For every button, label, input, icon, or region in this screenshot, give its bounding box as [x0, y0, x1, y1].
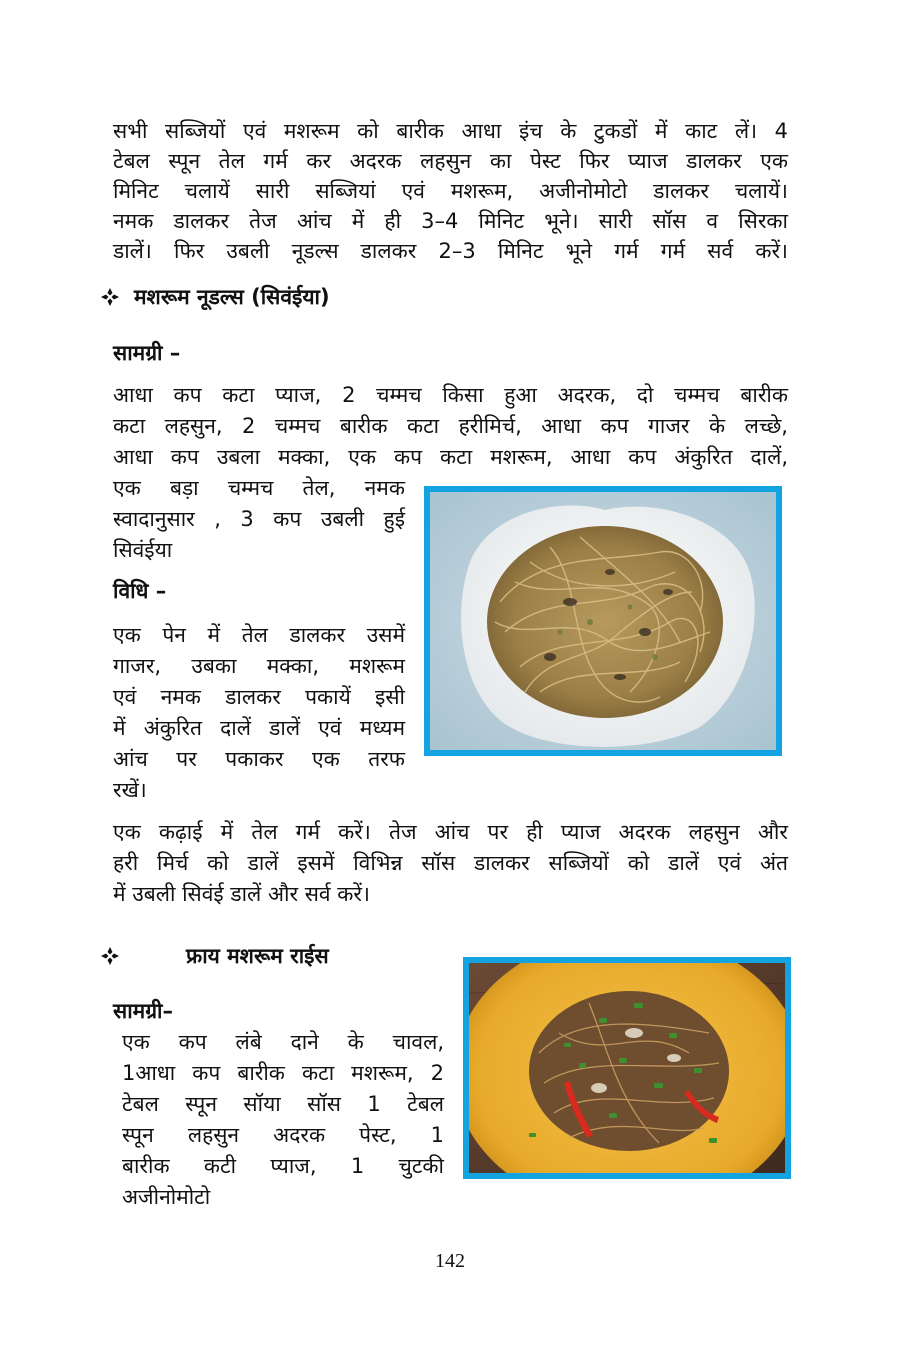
ingredient-line: अजीनोमोटो: [122, 1185, 211, 1209]
recipe-title: फ्राय मशरूम राईस: [186, 944, 329, 968]
method-line: एक पेन में तेल डालकर उसमें: [113, 623, 405, 647]
ingredient-line: 1आधा कप बारीक कटा मशरूम, 2: [122, 1061, 444, 1085]
ingredients-heading: सामग्री –: [113, 341, 181, 365]
method-line: हरी मिर्च को डालें इसमें विभिन्न सॉस डालकर सब्जियों को डालें एवं अंत: [113, 851, 788, 875]
fried-rice-photo: [463, 957, 791, 1179]
intro-line: टेबल स्पून तेल गर्म कर अदरक लहसुन का पेस्ट फिर प्याज डालकर एक: [113, 149, 788, 173]
method-line: में अंकुरित दालें डालें एवं मध्यम: [113, 716, 405, 740]
yellow-plate-noodles-image: [469, 963, 785, 1173]
recipe-title: मशरूम नूडल्स (सिवंईया): [134, 285, 330, 309]
method-line: आंच पर पकाकर एक तरफ: [113, 747, 405, 771]
ingredients-heading: सामग्री–: [113, 999, 173, 1023]
intro-line: नमक डालकर तेज आंच में ही 3–4 मिनिट भूने। सारी सॉस व सिरका: [113, 209, 788, 233]
intro-line: सभी सब्जियों एवं मशरूम को बारीक आधा इंच के टुकडों में काट लें। 4: [113, 119, 788, 143]
ingredient-line: आधा कप कटा प्याज, 2 चम्मच किसा हुआ अदरक, दो चम्मच बारीक: [113, 383, 788, 407]
ingredient-line: सिवंईया: [113, 538, 173, 562]
method-line: एक कढ़ाई में तेल गर्म करें। तेज आंच पर ही प्याज अदरक लहसुन और: [113, 820, 788, 844]
noodles-photo: [424, 486, 782, 756]
ingredient-line: स्पून लहसुन अदरक पेस्ट, 1: [122, 1123, 444, 1147]
ingredient-line: टेबल स्पून सॉया सॉस 1 टेबल: [122, 1092, 444, 1116]
ingredient-line: आधा कप उबला मक्का, एक कप कटा मशरूम, आधा कप अंकुरित दालें,: [113, 445, 788, 469]
method-line: में उबली सिवंई डालें और सर्व करें।: [113, 882, 370, 906]
method-line: एवं नमक डालकर पकायें इसी: [113, 685, 405, 709]
ingredient-line: कटा लहसुन, 2 चम्मच बारीक कटा हरीमिर्च, आधा कप गाजर के लच्छे,: [113, 414, 788, 438]
noodles-bowl-image: [430, 492, 776, 750]
method-line: गाजर, उबका मक्का, मशरूम: [113, 654, 405, 678]
ingredient-line: एक कप लंबे दाने के चावल,: [122, 1030, 444, 1054]
method-line: रखें।: [113, 778, 147, 802]
intro-line: मिनिट चलायें सारी सब्जियां एवं मशरूम, अजीनोमोटो डालकर चलायें।: [113, 179, 788, 203]
method-heading: विधि –: [113, 579, 167, 603]
page-number: 142: [435, 1250, 465, 1272]
ingredient-line: एक बड़ा चम्मच तेल, नमक: [113, 476, 405, 500]
diamond-bullet-icon: [100, 287, 120, 307]
intro-line: डालें। फिर उबली नूडल्स डालकर 2–3 मिनिट भूने गर्म गर्म सर्व करें।: [113, 239, 788, 263]
diamond-bullet-icon: [100, 946, 120, 966]
ingredient-line: बारीक कटी प्याज, 1 चुटकी: [122, 1154, 444, 1178]
ingredient-line: स्वादानुसार , 3 कप उबली हुई: [113, 507, 405, 531]
